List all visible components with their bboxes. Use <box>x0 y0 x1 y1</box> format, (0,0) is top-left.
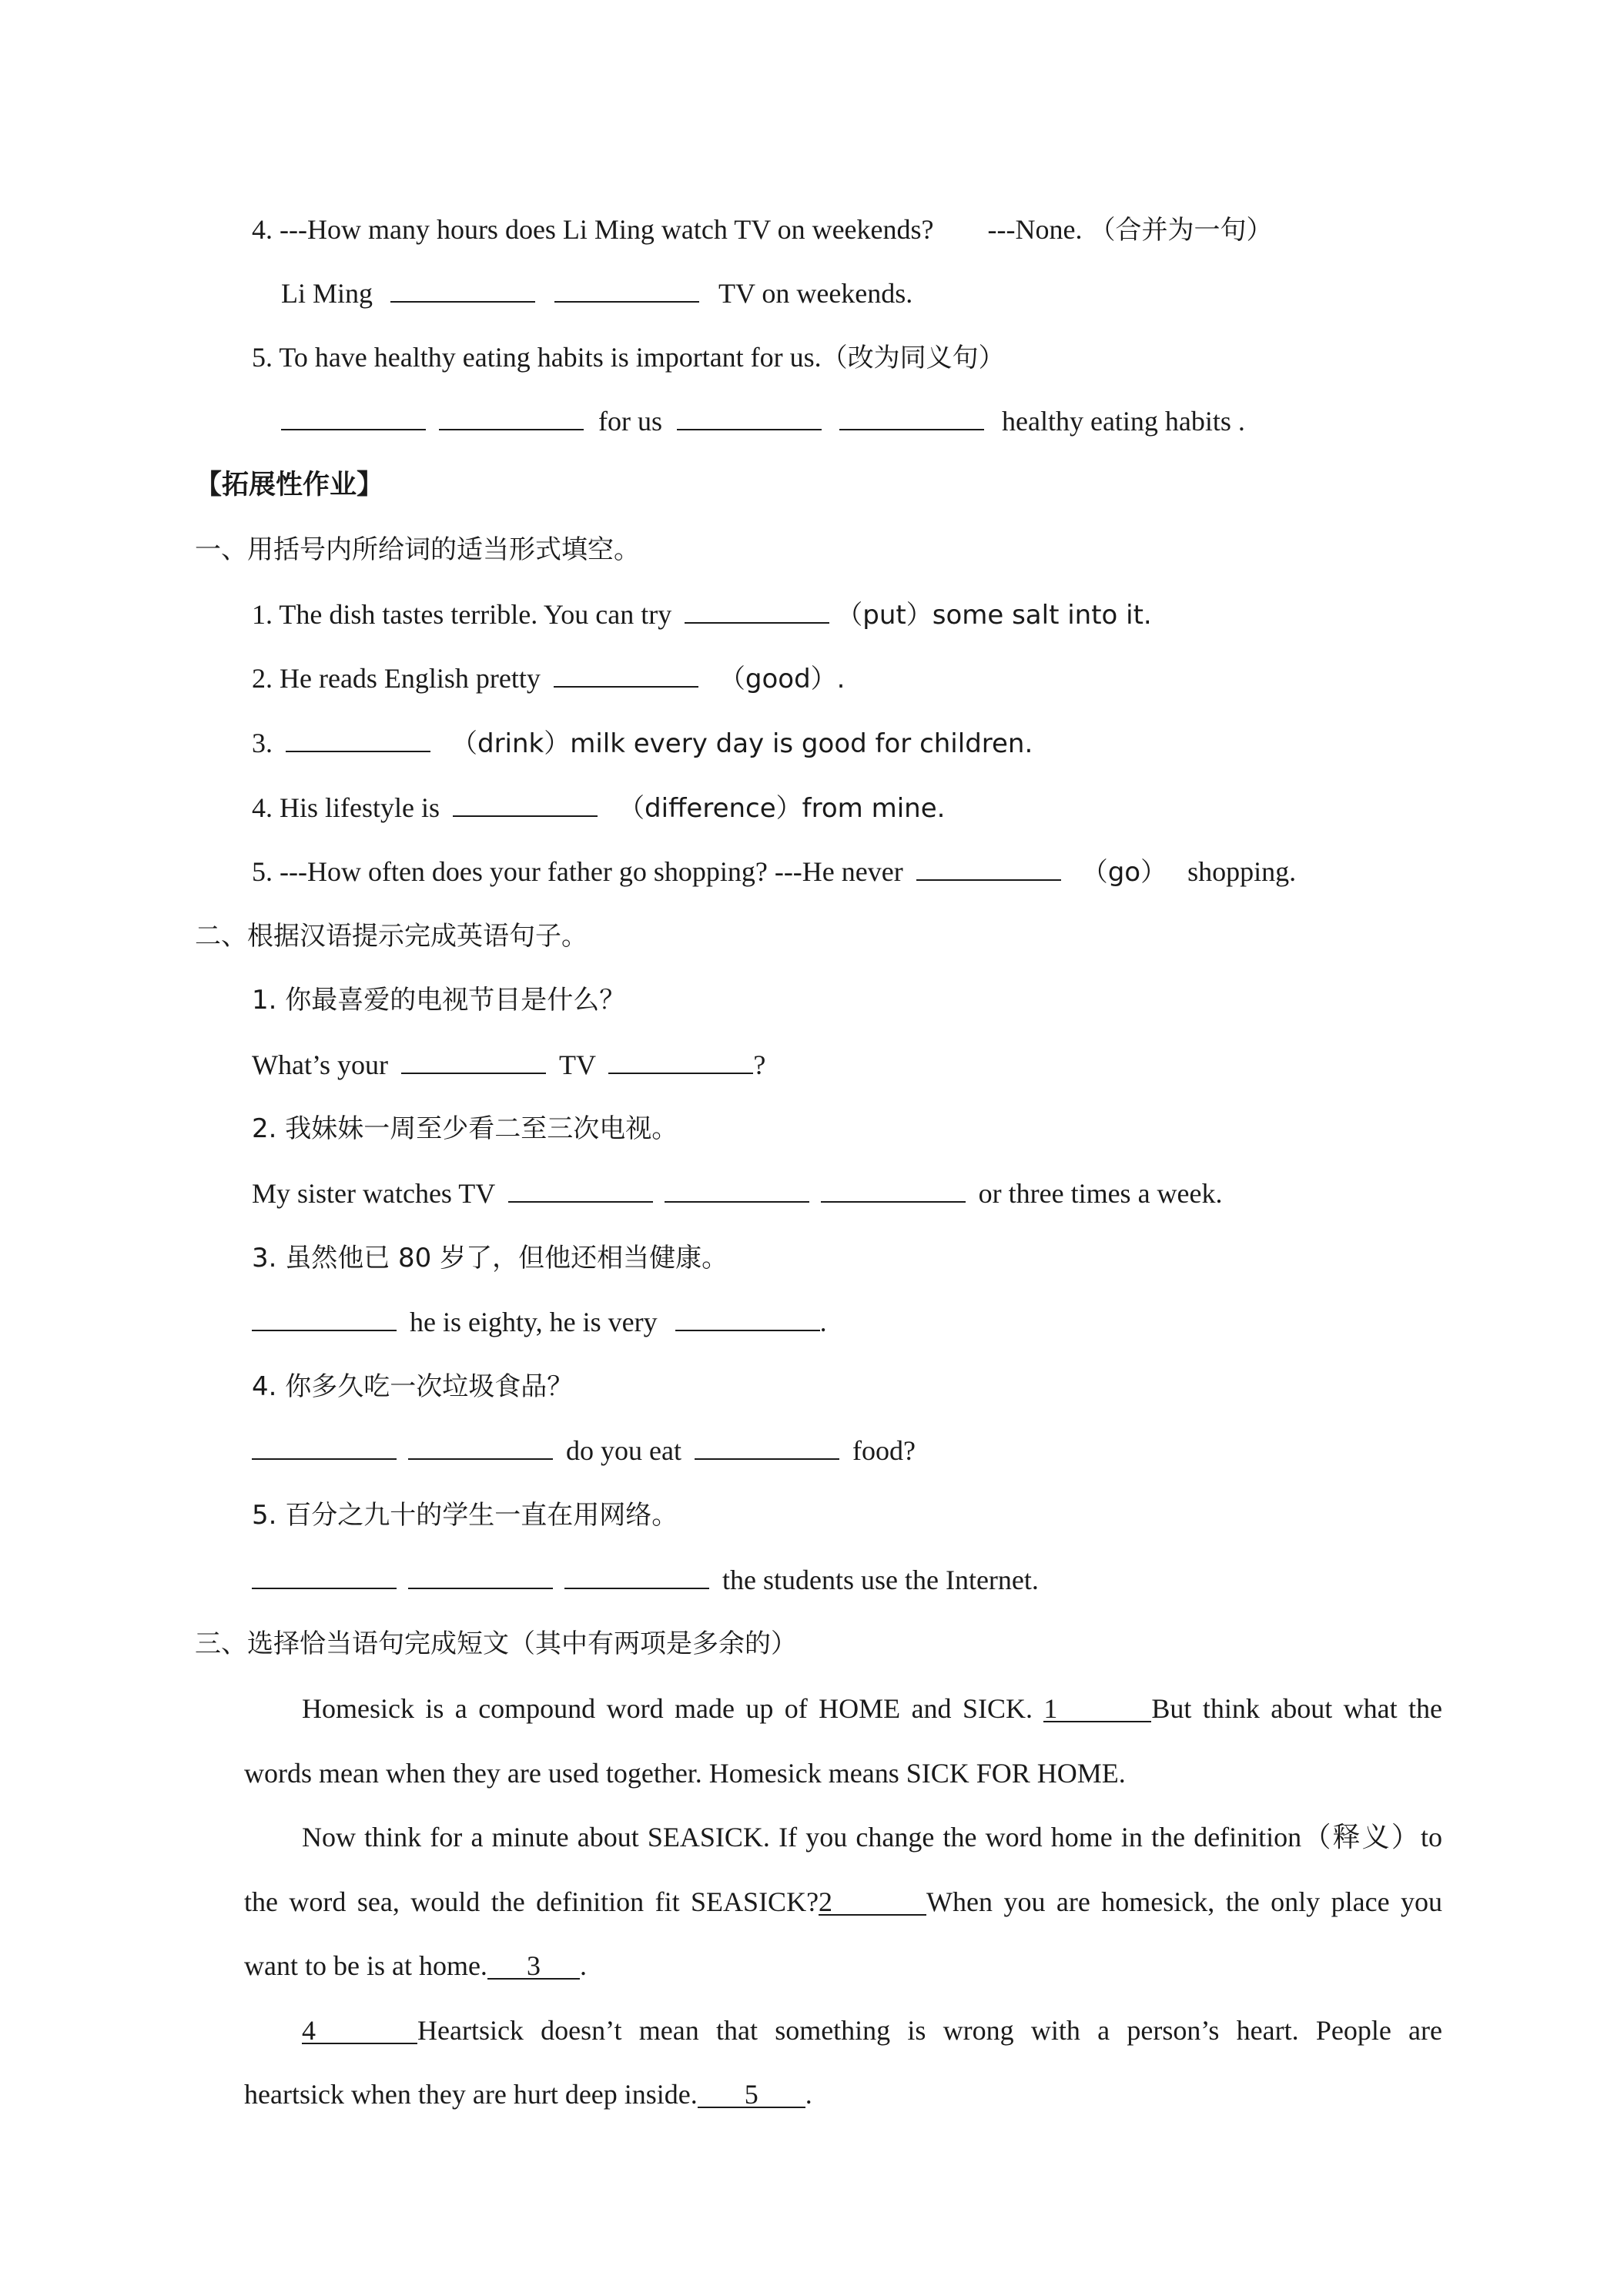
passage-p3-line-1 <box>302 2013 1442 2047</box>
s1-item-5 <box>252 855 1296 889</box>
item-text: shopping. <box>1187 856 1297 887</box>
item-text: the students use the Internet. <box>722 1565 1039 1595</box>
question-text: 4. ---How many hours does Li Ming watch TV on weekends? <box>252 214 934 245</box>
s2-item-1-en <box>252 1048 765 1082</box>
passage-text: But think about what the <box>1151 1693 1443 1724</box>
passage-blank-5[interactable]: 5 <box>698 2082 805 2108</box>
item-text: 1. The dish tastes terrible. You can try <box>252 599 672 630</box>
answer-text: for us <box>598 406 662 437</box>
s2-item-4-en <box>252 1434 916 1468</box>
item-text: （good）. <box>718 664 845 694</box>
answer-blank[interactable] <box>554 661 698 688</box>
answer-blank[interactable] <box>390 276 535 303</box>
passage-text: When you are homesick, the only place you <box>926 1886 1442 1917</box>
section-heading: 【拓展性作业】 <box>195 470 384 500</box>
passage-p1-line-1 <box>302 1692 1442 1725</box>
item-text: （drink）milk every day is good for children. <box>451 728 1033 759</box>
answer-blank[interactable] <box>554 276 699 303</box>
answer-blank[interactable] <box>821 1176 966 1203</box>
s2-item-2-cn: 2. 我妹妹一周至少看二至三次电视。 <box>252 1113 678 1144</box>
item-text: 4. His lifestyle is <box>252 792 440 823</box>
item-text: ? <box>753 1049 766 1080</box>
s2-item-4-cn: 4. 你多久吃一次垃圾食品？ <box>252 1371 574 1402</box>
passage-text: Homesick is a compound word made up of HOME and SICK. <box>302 1693 1033 1724</box>
item-text: 5. ---How often does your father go shopping? ---He never <box>252 856 903 887</box>
passage-p3-line-2 <box>244 2077 812 2111</box>
passage-p1-line-2: words mean when they are used together. Homesick means SICK FOR HOME. <box>244 1758 1126 1789</box>
item-text: 3. <box>252 728 273 758</box>
answer-text: Li Ming <box>281 278 373 309</box>
answer-blank[interactable] <box>252 1563 397 1589</box>
instruction-note: （合并为一句） <box>1089 215 1273 246</box>
answer-blank[interactable] <box>252 1305 397 1331</box>
answer-blank[interactable] <box>677 404 822 430</box>
answer-blank[interactable] <box>685 597 829 624</box>
section-1-title: 一、用括号内所给词的适当形式填空。 <box>195 534 640 565</box>
answer-blank[interactable] <box>564 1563 709 1589</box>
item-text: . <box>819 1307 827 1337</box>
answer-blank[interactable] <box>408 1434 553 1460</box>
passage-text: . <box>579 1950 587 1981</box>
s2-item-3-en <box>252 1305 827 1339</box>
item-text: do you eat <box>566 1435 681 1466</box>
answer-blank[interactable] <box>408 1563 553 1589</box>
answer-blank[interactable] <box>608 1048 753 1074</box>
passage-blank-4[interactable]: 4 <box>302 2018 417 2044</box>
s2-item-3-cn: 3. 虽然他已 80 岁了，但他还相当健康。 <box>252 1243 728 1274</box>
answer-blank[interactable] <box>675 1305 820 1331</box>
question-answer: ---None. <box>987 214 1083 245</box>
item-text: （difference）from mine. <box>618 793 946 824</box>
answer-line-5 <box>281 404 1245 438</box>
item-text: or three times a week. <box>978 1178 1223 1209</box>
answer-blank[interactable] <box>453 791 598 817</box>
question-4 <box>252 213 1272 247</box>
passage-text: . <box>805 2079 812 2110</box>
answer-blank[interactable] <box>839 404 984 430</box>
s1-item-1 <box>252 597 1152 632</box>
s2-item-2-en <box>252 1176 1223 1210</box>
question-text: 5. To have healthy eating habits is important for us. <box>252 342 822 373</box>
s2-item-5-cn: 5. 百分之九十的学生一直在用网络。 <box>252 1500 678 1531</box>
s1-item-4 <box>252 791 945 825</box>
answer-blank[interactable] <box>695 1434 839 1460</box>
section-3-title: 三、选择恰当语句完成短文（其中有两项是多余的） <box>195 1628 797 1659</box>
item-text: food? <box>852 1435 916 1466</box>
passage-blank-2[interactable]: 2 <box>819 1889 926 1916</box>
answer-blank[interactable] <box>401 1048 546 1074</box>
answer-blank[interactable] <box>665 1176 809 1203</box>
answer-blank[interactable] <box>252 1434 397 1460</box>
section-2-title: 二、根据汉语提示完成英语句子。 <box>195 921 588 952</box>
passage-blank-1[interactable]: 1 <box>1043 1696 1151 1722</box>
answer-blank[interactable] <box>439 404 584 430</box>
answer-blank[interactable] <box>286 726 430 752</box>
passage-text: Heartsick doesn’t mean that something is wrong with a person’s heart. People are <box>417 2015 1442 2046</box>
item-text: （go） <box>1081 857 1167 888</box>
answer-blank[interactable] <box>916 855 1061 881</box>
item-text: （put）some salt into it. <box>836 600 1152 631</box>
s1-item-3 <box>252 726 1033 761</box>
passage-p2-line-1: Now think for a minute about SEASICK. If you change the word home in the definition（释义）to <box>302 1822 1442 1853</box>
passage-blank-3[interactable]: 3 <box>487 1953 580 1980</box>
answer-text: healthy eating habits . <box>1002 406 1245 437</box>
answer-line-4 <box>281 276 912 310</box>
passage-text: want to be is at home. <box>244 1950 487 1981</box>
s2-item-5-en <box>252 1563 1039 1597</box>
passage-p2-line-2 <box>244 1885 1442 1919</box>
answer-blank[interactable] <box>281 404 426 430</box>
answer-text: TV on weekends. <box>718 278 913 309</box>
item-text: 2. He reads English pretty <box>252 663 541 694</box>
item-text: My sister watches TV <box>252 1178 495 1209</box>
instruction-note: （改为同义句） <box>821 343 1005 373</box>
item-text: What’s your <box>252 1049 388 1080</box>
passage-text: heartsick when they are hurt deep inside. <box>244 2079 698 2110</box>
answer-blank[interactable] <box>508 1176 653 1203</box>
s1-item-2 <box>252 661 845 696</box>
s2-item-1-cn: 1. 你最喜爱的电视节目是什么？ <box>252 985 626 1016</box>
item-text: TV <box>558 1049 596 1080</box>
item-text: he is eighty, he is very <box>410 1307 658 1337</box>
passage-text: the word sea, would the definition fit SEASICK? <box>244 1886 819 1917</box>
passage-p2-line-3 <box>244 1949 587 1983</box>
question-5 <box>252 340 1005 375</box>
